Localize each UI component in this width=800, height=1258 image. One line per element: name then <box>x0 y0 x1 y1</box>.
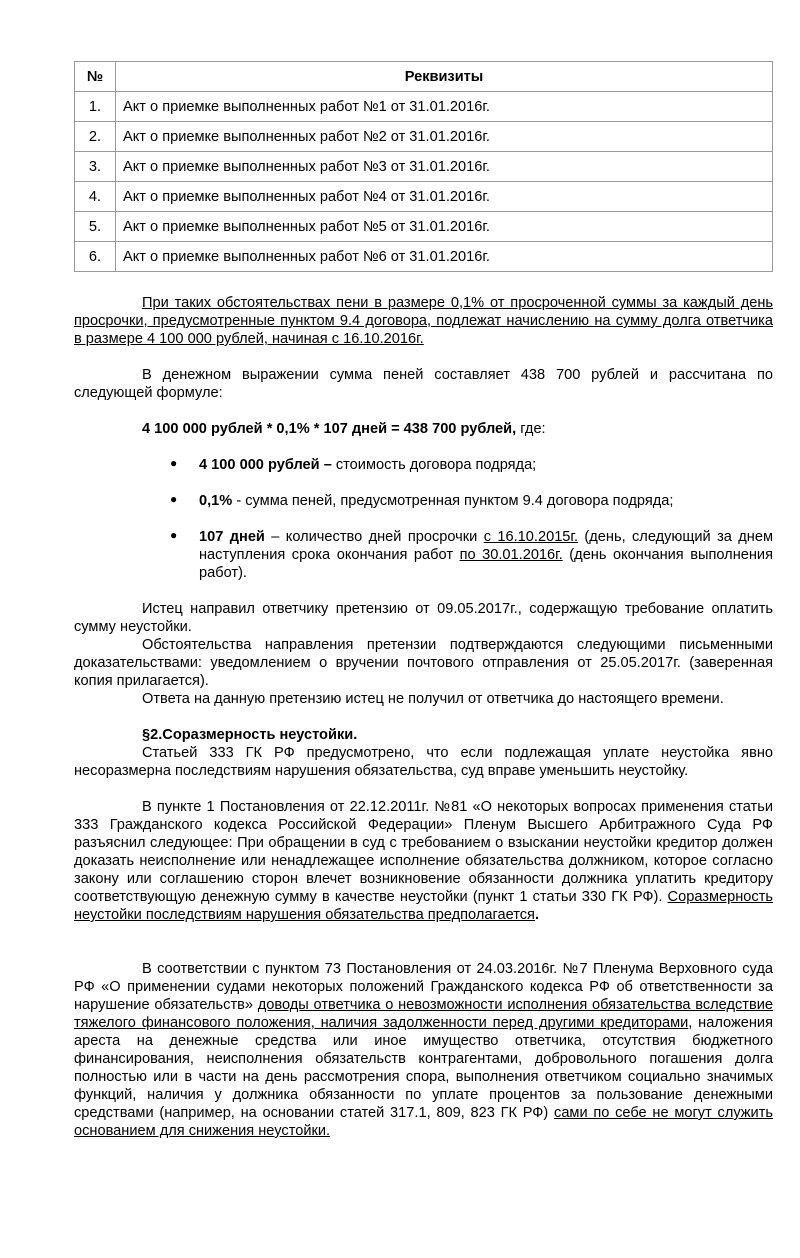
row-text: Акт о приемке выполненных работ №1 от 31.01.2016г. <box>116 92 773 122</box>
section-title: §2.Соразмерность неустойки. <box>142 727 358 743</box>
bullet-item <box>74 456 773 474</box>
bullet-text: стоимость договора подряда; <box>331 457 537 473</box>
resolution-81-paragraph <box>74 798 773 924</box>
resolution-7-paragraph <box>74 960 773 1140</box>
table-row <box>75 92 773 122</box>
row-text: Акт о приемке выполненных работ №4 от 31.01.2016г. <box>116 182 773 212</box>
table-row <box>75 212 773 242</box>
table-row <box>75 242 773 272</box>
row-num: 5. <box>75 212 116 242</box>
table-row <box>75 122 773 152</box>
formula-bold: 4 100 000 рублей * 0,1% * 107 дней = 438 700 рублей, <box>142 421 517 437</box>
bullet-item <box>74 492 773 510</box>
table-row <box>75 182 773 212</box>
table-row <box>75 152 773 182</box>
bullet-date-start: с 16.10.2015г. <box>483 529 579 545</box>
row-num: 2. <box>75 122 116 152</box>
bullet-bold: 0,1% <box>199 493 233 509</box>
no-response-paragraph: Ответа на данную претензию истец не получил от ответчика до настоящего времени. <box>142 691 724 707</box>
bullet-text: (день окончания выполнения работ). <box>199 547 773 581</box>
resolution-7-text: В соответствии с пунктом 73 Постановления от 24.03.2016г. №7 Пленума Верховного суда РФ «О применении судами некоторых положений Гражданского кодекса РФ об ответственности за нарушение обязательств» <box>74 961 773 1013</box>
bullet-text: (день, следующий за днем наступления срока окончания работ <box>199 529 773 563</box>
bullet-text: - сумма пеней, предусмотренная пунктом 9.4 договора подряда; <box>232 493 674 509</box>
row-num: 6. <box>75 242 116 272</box>
row-num: 4. <box>75 182 116 212</box>
table-header-num: № <box>75 62 116 92</box>
resolution-7-text-2: , наложения ареста на денежные средства или иное имущество ответчика, отсутствия бюджетного финансирования, неисполнения обязательств контрагентами, добровольного погашения долга полностью или в части на день рассмотрения спора, выполнения ответчиком социально значимых функций, наличия у должника обязанности по уплате процентов за пользование денежными средствами (например, на основании статей 317.1, 809, 823 ГК РФ) <box>74 1015 773 1121</box>
bullet-item <box>74 528 773 582</box>
row-num: 3. <box>75 152 116 182</box>
row-text: Акт о приемке выполненных работ №2 от 31.01.2016г. <box>116 122 773 152</box>
table-header-requisites: Реквизиты <box>116 62 773 92</box>
resolution-81-underlined: Соразмерность неустойки последствиям нарушения обязательства предполагается <box>74 889 773 923</box>
penalty-paragraph-text: При таких обстоятельствах пени в размере 0,1% от просроченной суммы за каждый день просрочки, предусмотренные пунктом 9.4 договора, подлежат начислению на сумму долга ответчика в размере 4 100 000 рублей, начиная с 16.10.2016г. <box>74 295 773 347</box>
bullet-bold: 107 дней <box>199 529 265 545</box>
formula-rest: где: <box>516 421 546 437</box>
resolution-7-underlined-1: доводы ответчика о невозможности исполнения обязательства вследствие тяжелого финансового положения, наличия задолженности перед другими кредиторами <box>74 997 773 1031</box>
claim-paragraph: Истец направил ответчику претензию от 09.05.2017г., содержащую требование оплатить сумму неустойки. <box>74 601 773 635</box>
resolution-81-end: . <box>534 907 540 923</box>
bullet-date-end: по 30.01.2016г. <box>459 547 563 563</box>
bullet-icon: ● <box>170 456 178 470</box>
resolution-81-text: В пункте 1 Постановления от 22.12.2011г. №81 «О некоторых вопросах применения статьи 333 Гражданского кодекса Российской Федерации» Пленум Высшего Арбитражного Суда РФ разъяснил следующее: При обращении в суд с требованием о взыскании неустойки кредитор должен доказать неисполнение или ненадлежащее исполнение обязательства должником, которое согласно закону или соглашению сторон влечет возникновение обязанности должника уплатить кредитору соответствующую денежную сумму в качестве неустойки (пункт 1 статьи 330 ГК РФ). <box>74 799 773 905</box>
bullet-bold: 4 100 000 рублей – <box>199 457 332 473</box>
bullet-text: – количество дней просрочки <box>264 529 484 545</box>
formula-line <box>74 420 773 438</box>
requisites-table <box>74 61 773 272</box>
penalty-paragraph <box>74 294 773 348</box>
evidence-paragraph: Обстоятельства направления претензии подтверждаются следующими письменными доказательствами: уведомлением о вручении почтового отправления от 25.05.2017г. (заверенная копия прилагается). <box>74 637 773 689</box>
row-text: Акт о приемке выполненных работ №3 от 31.01.2016г. <box>116 152 773 182</box>
row-text: Акт о приемке выполненных работ №5 от 31.01.2016г. <box>116 212 773 242</box>
resolution-7-underlined-2: сами по себе не могут служить основанием для снижения неустойки. <box>74 1105 773 1139</box>
row-num: 1. <box>75 92 116 122</box>
bullet-icon: ● <box>170 528 178 542</box>
amount-paragraph: В денежном выражении сумма пеней составляет 438 700 рублей и рассчитана по следующей формуле: <box>74 367 773 401</box>
article-333-paragraph: Статьей 333 ГК РФ предусмотрено, что если подлежащая уплате неустойка явно несоразмерна последствиям нарушения обязательства, суд вправе уменьшить неустойку. <box>74 745 773 779</box>
row-text: Акт о приемке выполненных работ №6 от 31.01.2016г. <box>116 242 773 272</box>
table-header-row <box>75 62 773 92</box>
bullet-icon: ● <box>170 492 178 506</box>
